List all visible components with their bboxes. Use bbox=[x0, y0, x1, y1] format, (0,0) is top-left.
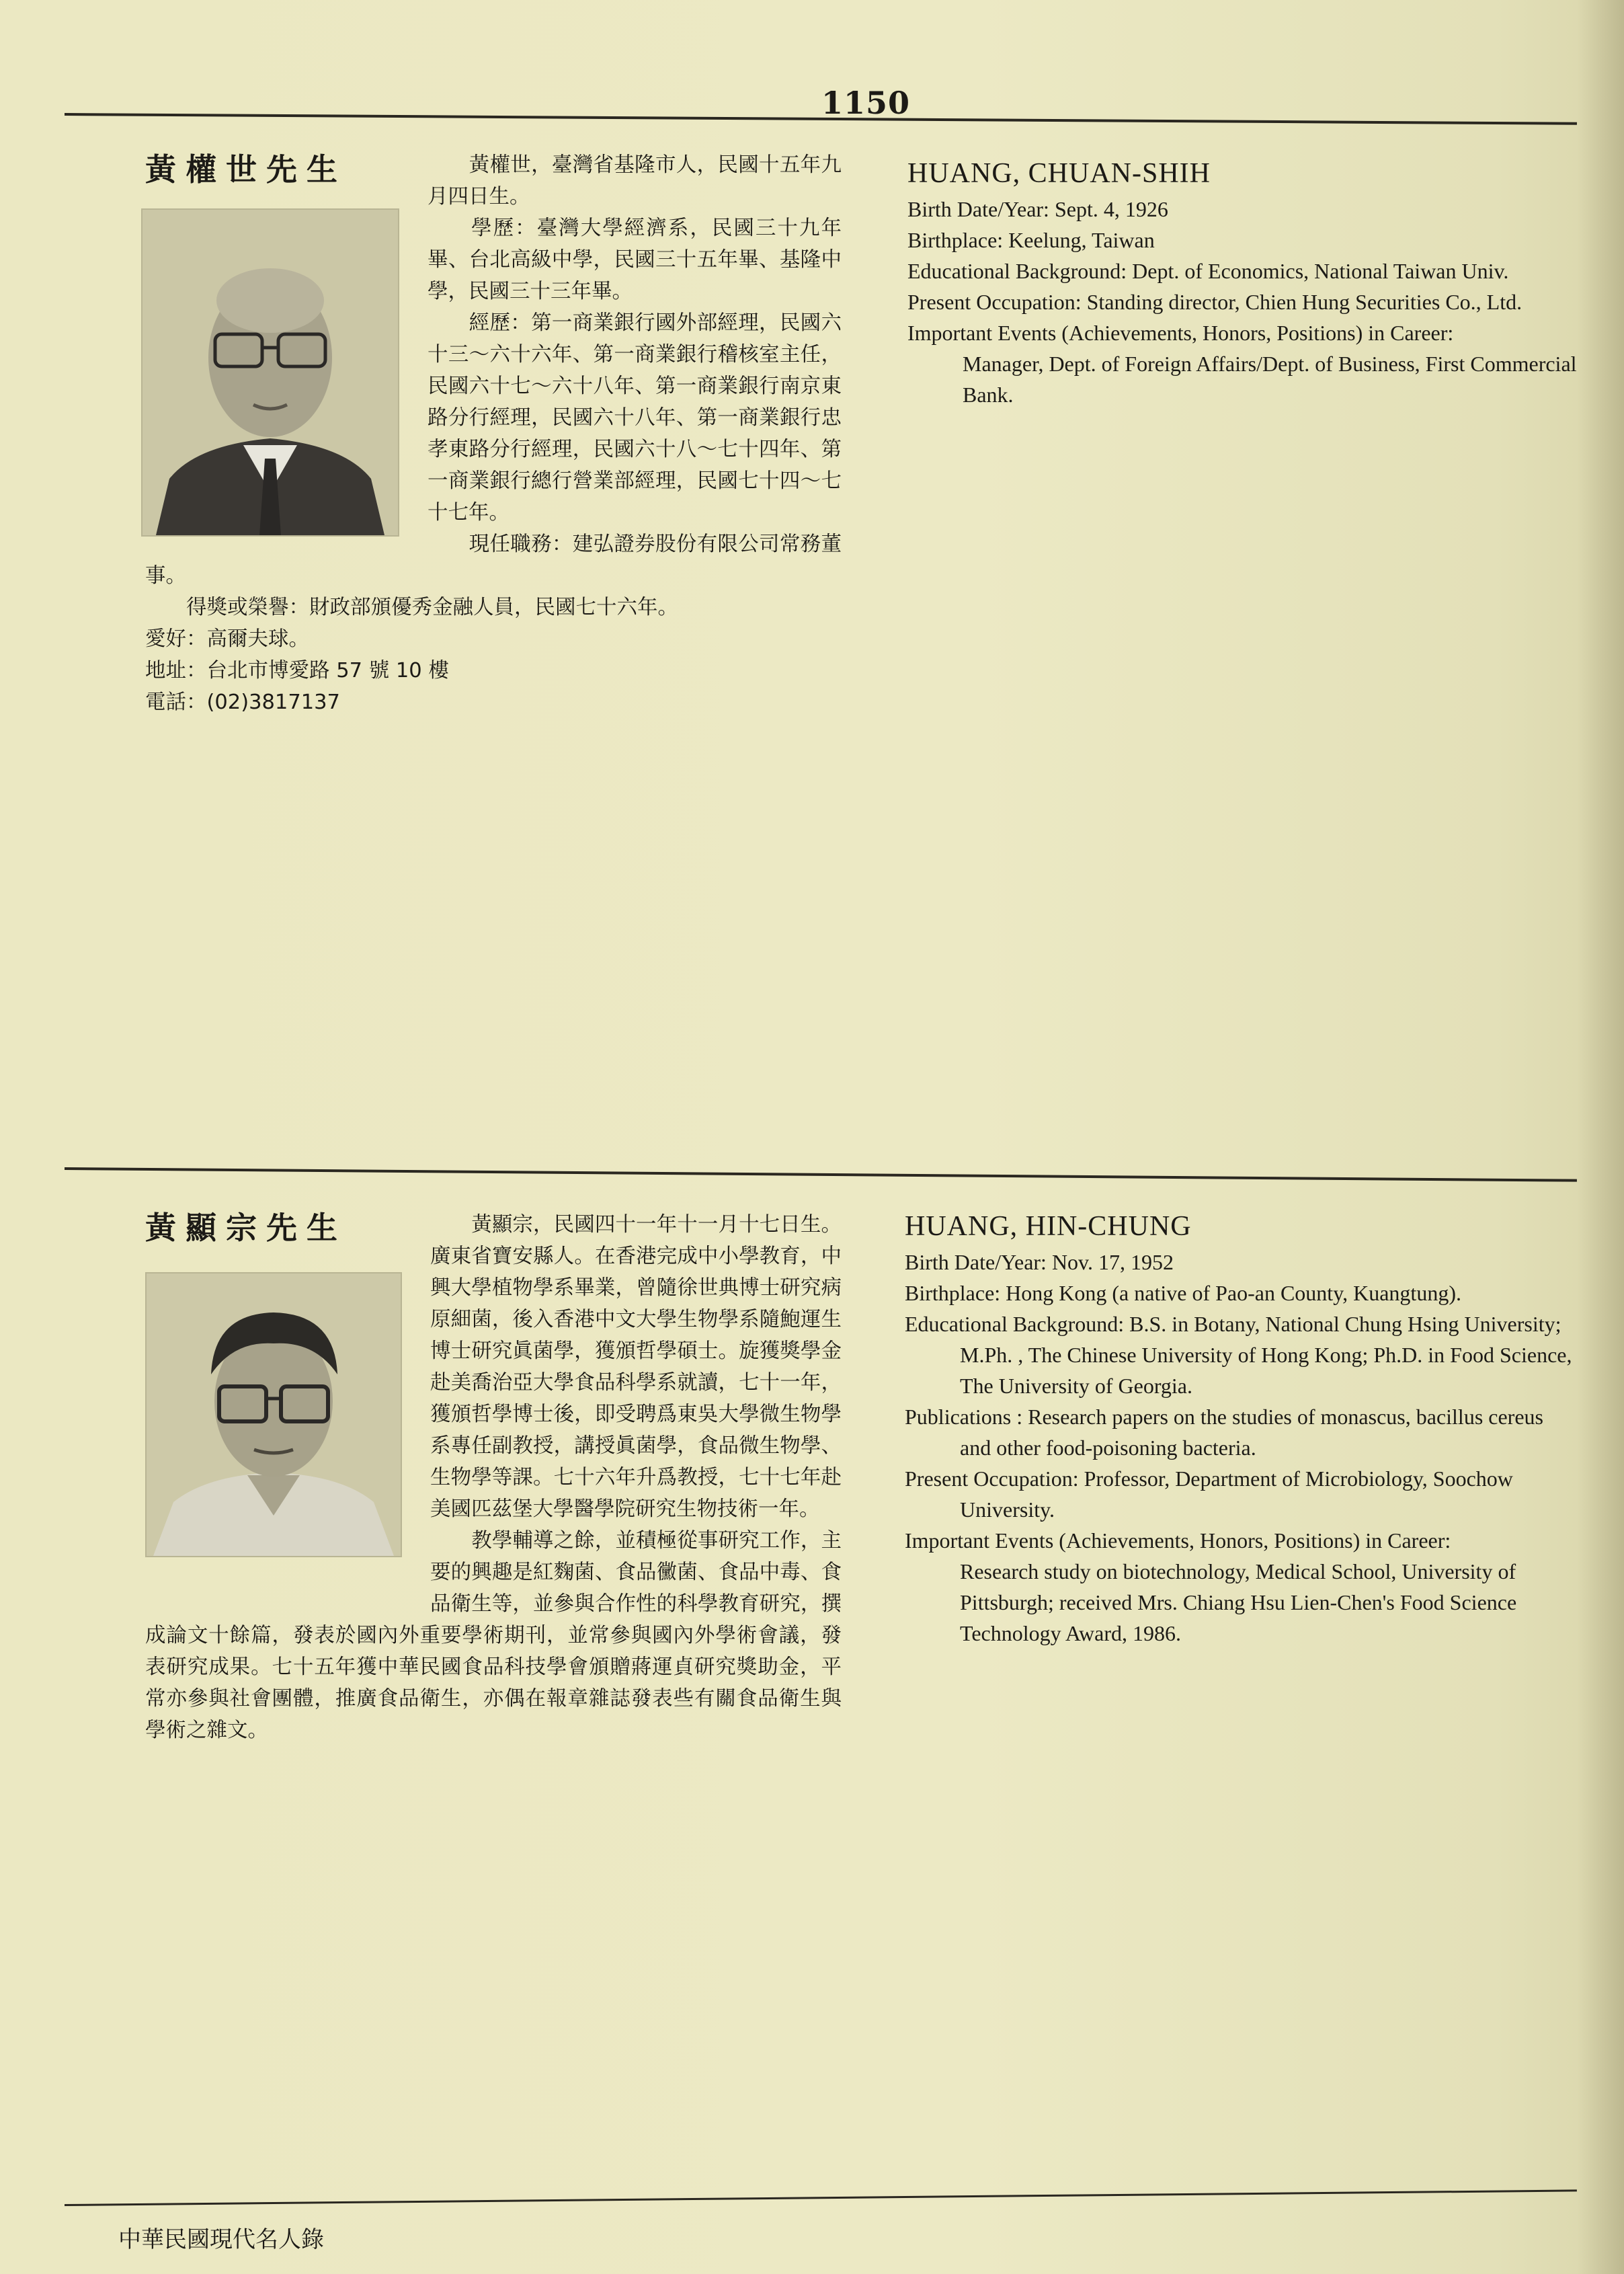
entry-2-events: Research study on biotechnology, Medical School, University of Pittsburgh; received Mrs. Chiang Hsu Lien-Chen's Food Science Technology Award, 1986. bbox=[960, 1559, 1517, 1645]
entry-2-publications: Publications : Research papers on the studies of monascus, bacillus cereus and other food-poisoning bacteria. bbox=[905, 1405, 1543, 1460]
entry-1-bio-paragraph: 學歷：臺灣大學經濟系，民國三十九年畢、台北高級中學，民國三十五年畢、基隆中學，民國三十三年畢。 bbox=[428, 217, 842, 303]
entry-1-english-bio bbox=[907, 155, 1593, 410]
entry-2-english-name: HUANG, HIN-CHUNG bbox=[905, 1211, 1192, 1242]
entry-1-english-name: HUANG, CHUAN-SHIH bbox=[907, 158, 1211, 189]
entry-1-chinese-bio bbox=[145, 149, 842, 718]
page-number: 1150 bbox=[821, 85, 911, 121]
entry-2-bio-paragraph: 黃顯宗，民國四十一年十一月十七日生。廣東省寶安縣人。在香港完成中小學教育，中興大學植物學系畢業，曾隨徐世典博士研究病原細菌，後入香港中文大學生物學系隨鮑運生博士研究眞菌學，獲頒哲學碩士。旋獲獎學金赴美喬治亞大學食品科學系就讀，七十一年，獲頒哲學博士後，即受聘爲東吳大學微生物學系專任副教授，講授眞菌學，食品微生物學、生物學等課。七十六年升爲教授，七十七年赴美國匹茲堡大學醫學院研究生物技術一年。 bbox=[430, 1213, 842, 1521]
entry-1-bio-paragraph: 得獎或榮譽：財政部頒優秀金融人員，民國七十六年。 bbox=[145, 596, 678, 619]
entry-2-education: Educational Background: B.S. in Botany, National Chung Hsing University; M.Ph. , The Chinese University of Hong Kong; Ph.D. in Food Science, The University of Georgia. bbox=[905, 1312, 1572, 1398]
entry-1-address: 地址：台北市博愛路 57 號 10 樓 bbox=[145, 659, 449, 682]
section-divider-rule bbox=[65, 1167, 1577, 1182]
entry-1-phone: 電話：(02)3817137 bbox=[145, 691, 340, 714]
entry-1-hobby: 愛好：高爾夫球。 bbox=[145, 627, 309, 651]
entry-2-english-bio bbox=[905, 1208, 1580, 1649]
footer-rule bbox=[65, 2189, 1577, 2206]
entry-1-occupation: Present Occupation: Standing director, Chien Hung Securities Co., Ltd. bbox=[907, 290, 1522, 314]
entry-1-education: Educational Background: Dept. of Economics, National Taiwan Univ. bbox=[907, 259, 1509, 283]
entry-1-events-heading: Important Events (Achievements, Honors, Positions) in Career: bbox=[907, 321, 1454, 345]
entry-2-birth-date: Birth Date/Year: Nov. 17, 1952 bbox=[905, 1250, 1174, 1274]
entry-2-occupation: Present Occupation: Professor, Department of Microbiology, Soochow University. bbox=[905, 1466, 1513, 1522]
entry-1-bio-paragraph: 現任職務：建弘證券股份有限公司常務董事。 bbox=[145, 533, 842, 588]
entry-1-photo-wrap-space bbox=[145, 149, 428, 546]
entry-2-bio-paragraph: 教學輔導之餘，並積極從事研究工作，主要的興趣是紅麴菌、食品黴菌、食品中毒、食品衛生等，並參與合作性的科學教育研究，撰成論文十餘篇，發表於國內外重要學術期刊，並常參與國內外學術會議，發表研究成果。七十五年獲中華民國食品科技學會頒贈蔣運貞研究獎助金，平常亦參與社會團體，推廣食品衛生，亦偶在報章雜誌發表些有關食品衛生與學術之雜文。 bbox=[145, 1529, 842, 1742]
entry-1-chinese-name: 黃權世先生 bbox=[145, 151, 347, 188]
entry-2-chinese-bio bbox=[145, 1209, 842, 1746]
entry-1-bio-paragraph: 黃權世，臺灣省基隆市人，民國十五年九月四日生。 bbox=[428, 153, 842, 208]
entry-1-birthplace: Birthplace: Keelung, Taiwan bbox=[907, 228, 1155, 252]
entry-2-birthplace: Birthplace: Hong Kong (a native of Pao-an County, Kuangtung). bbox=[905, 1281, 1461, 1305]
entry-1-bio-paragraph: 經歷：第一商業銀行國外部經理，民國六十三～六十六年、第一商業銀行稽核室主任，民國六十七～六十八年、第一商業銀行南京東路分行經理，民國六十八年、第一商業銀行忠孝東路分行經理，民國六十八～七十四年、第一商業銀行總行營業部經理，民國七十四～七十七年。 bbox=[428, 311, 842, 524]
entry-2-chinese-name: 黃顯宗先生 bbox=[145, 1210, 347, 1246]
entry-1-birth-date: Birth Date/Year: Sept. 4, 1926 bbox=[907, 197, 1168, 221]
entry-1-events: Manager, Dept. of Foreign Affairs/Dept. of Business, First Commercial Bank. bbox=[963, 352, 1577, 407]
header-rule bbox=[65, 113, 1577, 125]
entry-2-events-heading: Important Events (Achievements, Honors, Positions) in Career: bbox=[905, 1528, 1451, 1553]
book-title-footer: 中華民國現代名人錄 bbox=[118, 2226, 324, 2253]
entry-2-photo-wrap-space bbox=[145, 1209, 430, 1599]
